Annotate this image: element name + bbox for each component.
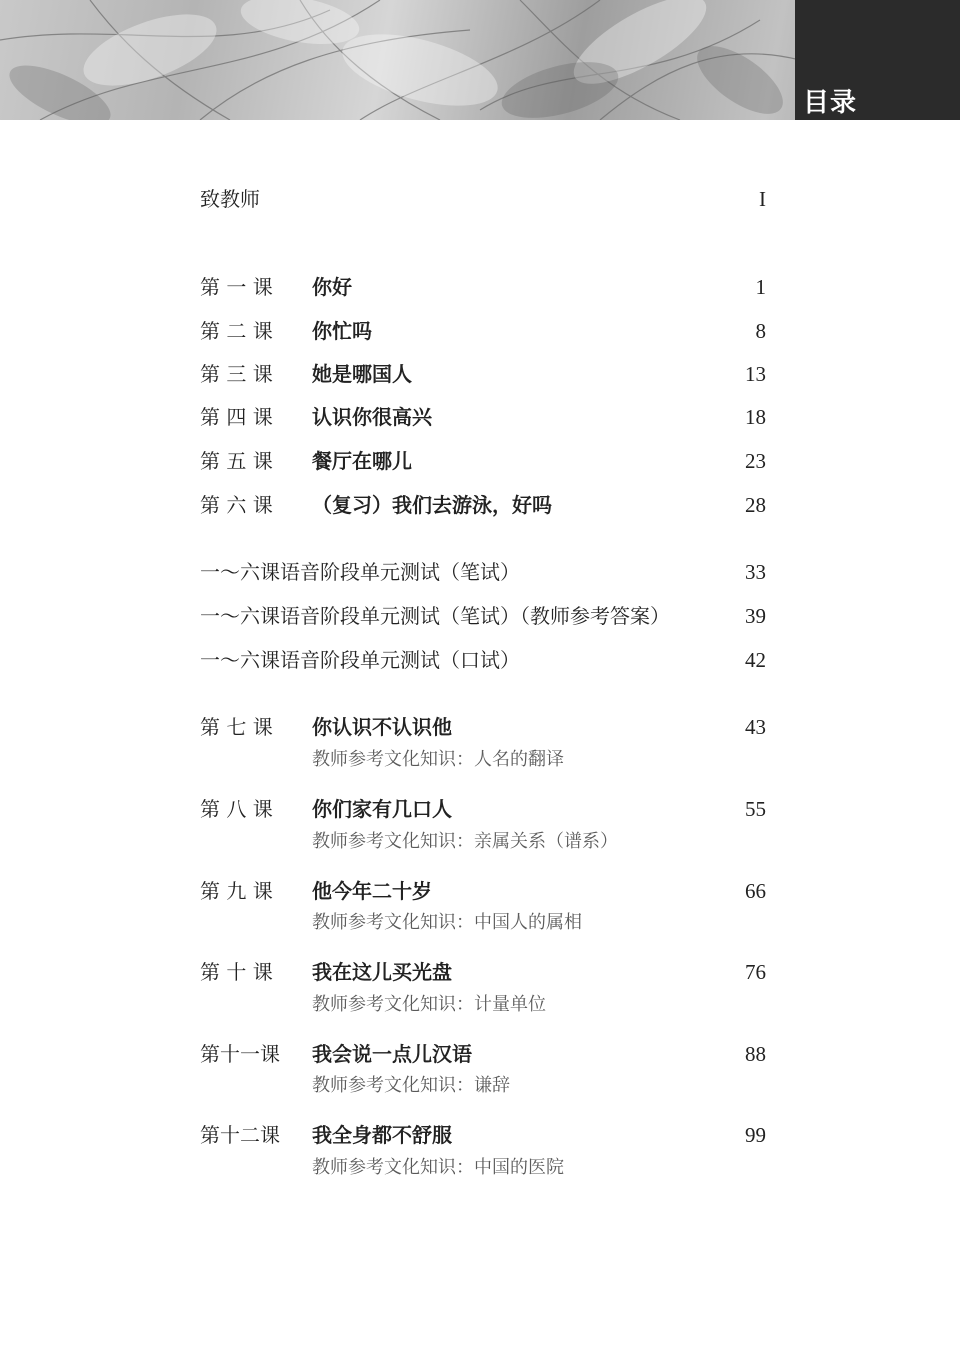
lesson-title: 你们家有几口人: [312, 797, 452, 821]
toc-page: 99: [745, 1123, 766, 1147]
toc-entry-preface[interactable]: [200, 184, 766, 214]
culture-note: 教师参考文化知识：计量单位: [312, 994, 546, 1015]
lesson-title: 她是哪国人: [312, 362, 412, 386]
toc-entry-lesson-11[interactable]: [200, 1039, 766, 1069]
toc-label: 一～六课语音阶段单元测试（笔试）: [200, 560, 520, 584]
lesson-number: 第十一课: [200, 1042, 280, 1066]
culture-note: 教师参考文化知识：亲属关系（谱系）: [312, 831, 618, 852]
lesson-number: 第 七 课: [200, 715, 273, 739]
toc-page: 66: [745, 879, 766, 903]
toc-page: 28: [745, 493, 766, 517]
toc-entry-test-oral[interactable]: [200, 645, 766, 675]
toc-entry-test-answers[interactable]: [200, 601, 766, 631]
lesson-title: 我全身都不舒服: [312, 1123, 452, 1147]
toc-page: 18: [745, 405, 766, 429]
lesson-number: 第 一 课: [200, 275, 273, 299]
toc-page: 8: [755, 319, 766, 343]
toc-entry-lesson-12[interactable]: [200, 1120, 766, 1150]
culture-note: 教师参考文化知识：中国的医院: [312, 1157, 564, 1178]
toc-entry-lesson-8[interactable]: [200, 794, 766, 824]
lesson-title: 认识你很高兴: [312, 405, 432, 429]
lesson-number: 第 九 课: [200, 879, 273, 903]
lesson-title: 餐厅在哪儿: [312, 449, 412, 473]
toc-page: 39: [745, 604, 766, 628]
toc-label: 一～六课语音阶段单元测试（口试）: [200, 648, 520, 672]
page-title: 目录: [803, 88, 858, 118]
lesson-number: 第 六 课: [200, 493, 273, 517]
lesson-number: 第 三 课: [200, 362, 273, 386]
lesson-number: 第 四 课: [200, 405, 273, 429]
toc-entry-lesson-3[interactable]: [200, 359, 766, 389]
lesson-title: （复习）我们去游泳，好吗: [312, 493, 552, 517]
toc-page: 43: [745, 715, 766, 739]
toc-entry-lesson-10[interactable]: [200, 957, 766, 987]
lesson-number: 第十二课: [200, 1123, 280, 1147]
lesson-title: 你忙吗: [312, 319, 372, 343]
lesson-title: 你好: [312, 275, 352, 299]
toc-page: 13: [745, 362, 766, 386]
toc-entry-lesson-6[interactable]: [200, 490, 766, 520]
toc-label: 致教师: [200, 187, 260, 211]
toc-page: 1: [755, 275, 766, 299]
toc-page: I: [759, 187, 766, 211]
lesson-title: 你认识不认识他: [312, 715, 452, 739]
toc-page: 42: [745, 648, 766, 672]
culture-note: 教师参考文化知识：中国人的属相: [312, 912, 582, 933]
culture-note: 教师参考文化知识：谦辞: [312, 1075, 510, 1096]
lesson-number: 第 二 课: [200, 319, 273, 343]
toc-entry-lesson-2[interactable]: [200, 316, 766, 346]
toc-entry-lesson-7[interactable]: [200, 712, 766, 742]
toc-entry-lesson-4[interactable]: [200, 402, 766, 432]
culture-note: 教师参考文化知识：人名的翻译: [312, 749, 564, 770]
toc-page: 23: [745, 449, 766, 473]
toc-entry-test-written[interactable]: [200, 557, 766, 587]
lesson-title: 我在这儿买光盘: [312, 960, 452, 984]
lesson-number: 第 五 课: [200, 449, 273, 473]
lesson-title: 我会说一点儿汉语: [312, 1042, 472, 1066]
toc-page: 33: [745, 560, 766, 584]
toc-label: 一～六课语音阶段单元测试（笔试）（教师参考答案）: [200, 604, 670, 628]
toc-page: 88: [745, 1042, 766, 1066]
toc-entry-lesson-5[interactable]: [200, 446, 766, 476]
lesson-title: 他今年二十岁: [312, 879, 432, 903]
toc-entry-lesson-1[interactable]: [200, 272, 766, 302]
lesson-number: 第 十 课: [200, 960, 273, 984]
toc-page: 55: [745, 797, 766, 821]
lesson-number: 第 八 课: [200, 797, 273, 821]
toc-page: 76: [745, 960, 766, 984]
toc-entry-lesson-9[interactable]: [200, 876, 766, 906]
